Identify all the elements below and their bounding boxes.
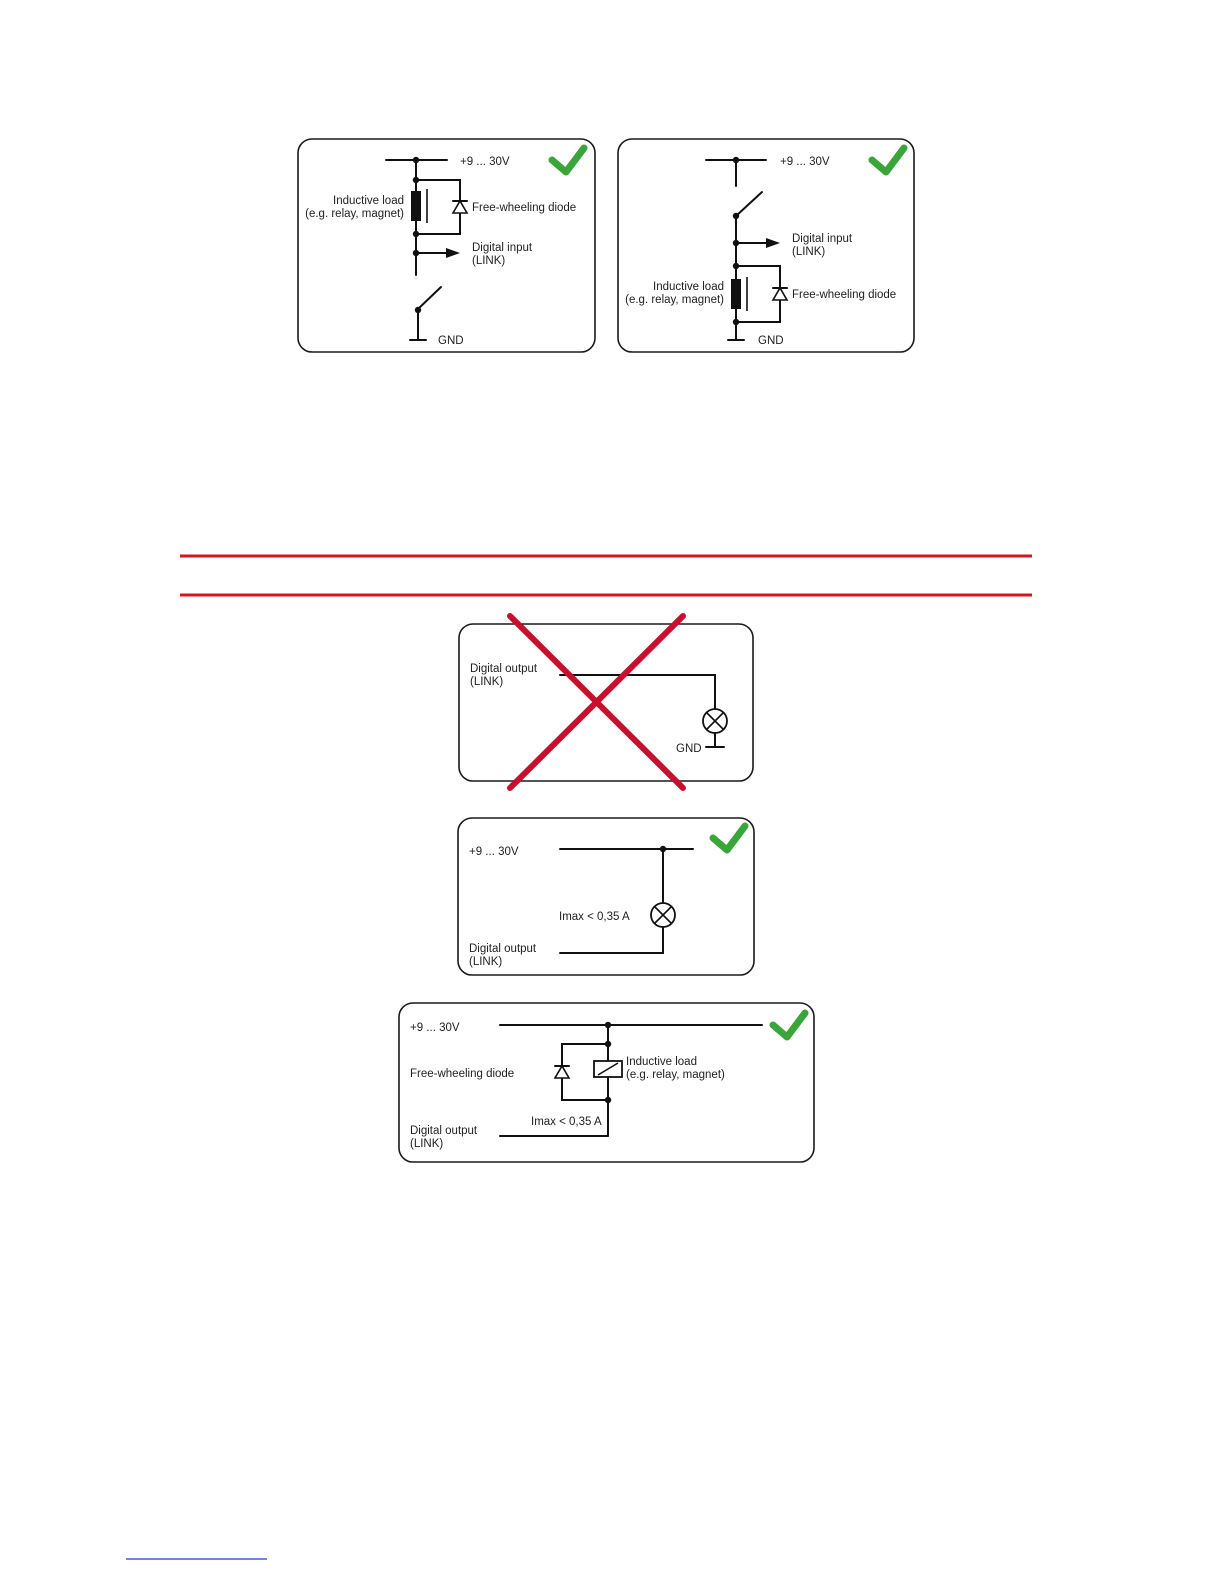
- output-label-line2: (LINK): [469, 956, 503, 968]
- diode-label: Free-wheeling diode: [472, 202, 577, 214]
- diagram-a: [298, 139, 595, 352]
- ground-label: GND: [758, 335, 784, 347]
- load-label-line2: (e.g. relay, magnet): [625, 294, 724, 306]
- input-label-line2: (LINK): [792, 246, 826, 258]
- output-label-line1: Digital output: [470, 663, 538, 675]
- load-label-line2: (e.g. relay, magnet): [626, 1069, 725, 1081]
- output-label-line1: Digital output: [410, 1125, 478, 1137]
- lamp-icon: [651, 903, 675, 927]
- input-label-line1: Digital input: [472, 242, 533, 254]
- diagram-b: [618, 139, 914, 352]
- output-label-line2: (LINK): [470, 676, 504, 688]
- load-label-line2: (e.g. relay, magnet): [305, 208, 404, 220]
- load-label-line1: Inductive load: [333, 195, 404, 207]
- diode-label: Free-wheeling diode: [792, 289, 897, 301]
- input-label-line1: Digital input: [792, 233, 853, 245]
- current-label: Imax < 0,35 A: [559, 911, 630, 923]
- diagram-e: [399, 1003, 814, 1162]
- supply-label: +9 ... 30V: [780, 156, 830, 168]
- current-label: Imax < 0,35 A: [531, 1116, 602, 1128]
- input-label-line2: (LINK): [472, 255, 506, 267]
- diagram-a-frame: [298, 139, 595, 352]
- diagram-c-frame: [459, 624, 753, 781]
- output-label-line1: Digital output: [469, 943, 537, 955]
- diagram-c: [459, 616, 753, 788]
- ground-label: GND: [676, 743, 702, 755]
- supply-label: +9 ... 30V: [469, 846, 519, 858]
- supply-label: +9 ... 30V: [410, 1022, 460, 1034]
- load-label-line1: Inductive load: [626, 1056, 697, 1068]
- diagram-d: [458, 818, 754, 975]
- output-label-line2: (LINK): [410, 1138, 444, 1150]
- supply-label: +9 ... 30V: [460, 156, 510, 168]
- ground-label: GND: [438, 335, 464, 347]
- diode-label: Free-wheeling diode: [410, 1068, 515, 1080]
- load-label-line1: Inductive load: [653, 281, 724, 293]
- relay-icon: [594, 1061, 622, 1077]
- lamp-icon: [703, 709, 727, 733]
